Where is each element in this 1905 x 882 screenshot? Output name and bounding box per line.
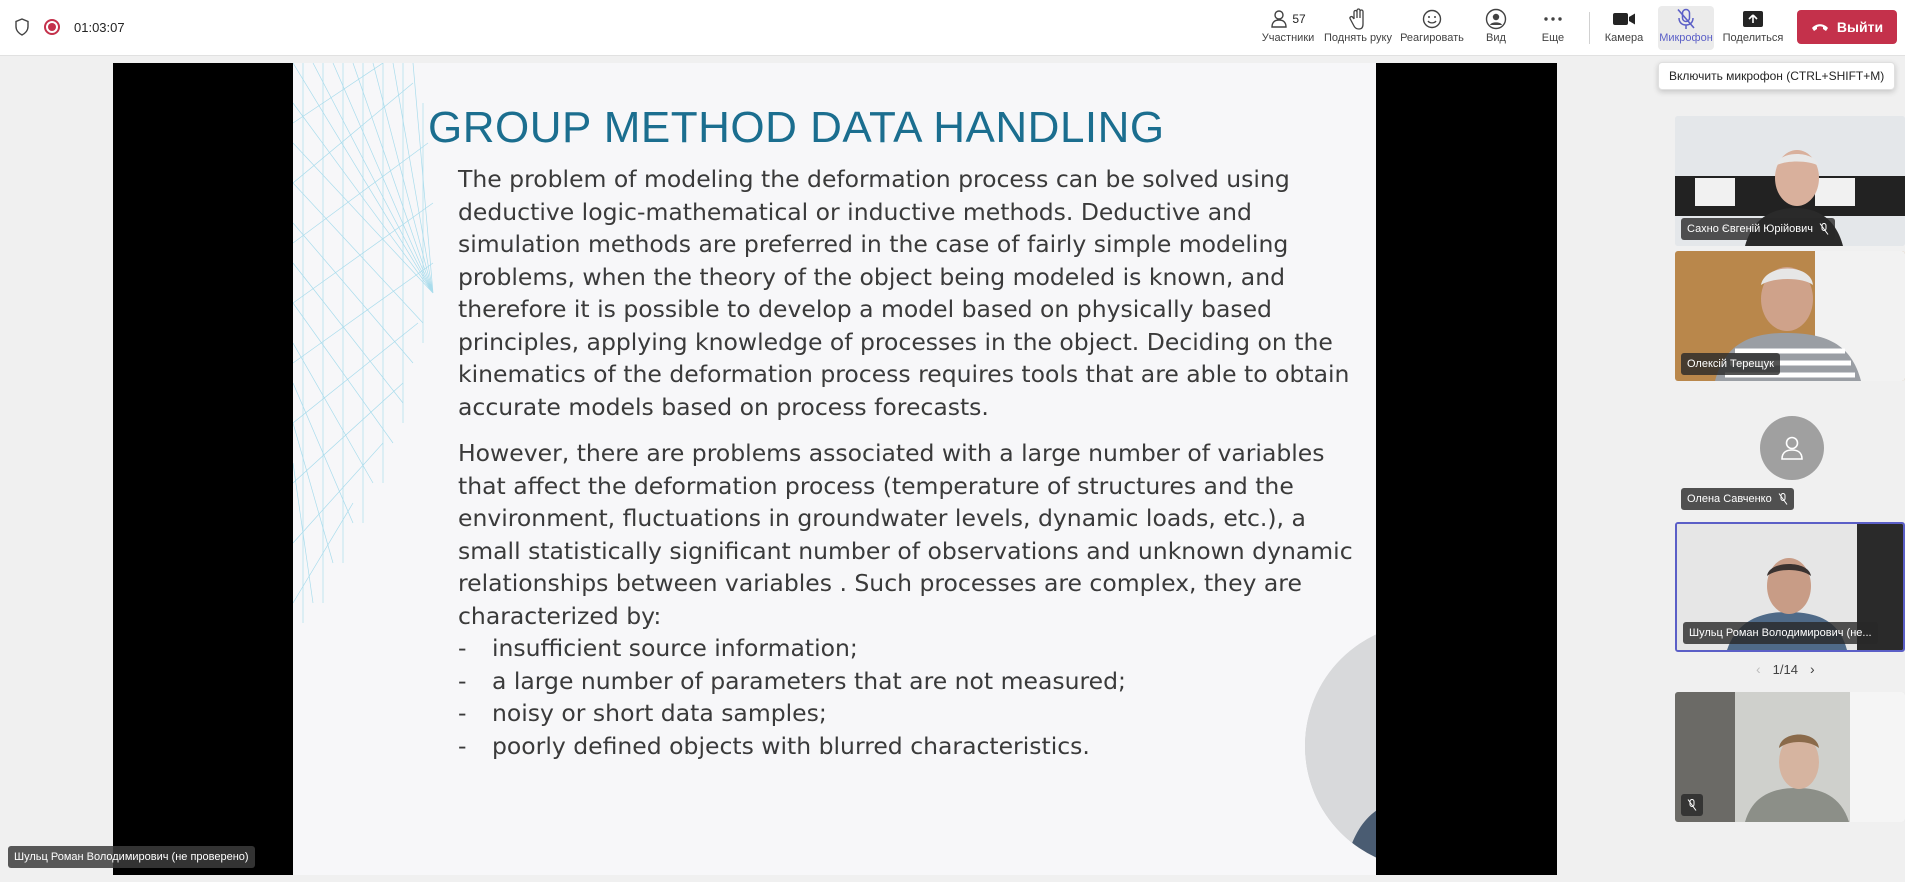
camera-label: Камера <box>1604 32 1644 44</box>
more-label: Еще <box>1541 32 1565 44</box>
view-button[interactable] <box>1480 6 1512 50</box>
participant-mute-indicator <box>1681 794 1703 816</box>
mic-off-icon <box>1676 8 1696 30</box>
shared-screen <box>14 63 1557 875</box>
share-icon <box>1742 10 1764 28</box>
slide-paragraph-2: However, there are problems associated with a large number of variables that affect the deformation process (temperature of structures and the environment, fluctuations in groundwater levels, dynamic loads, etc.), a small statistically significant number of observations and unknown dynamic relationships between variables . Such processes are complex, they are characterized by: <box>458 439 1353 630</box>
participants-pager <box>1756 661 1815 677</box>
bullet-text: insufficient source information; <box>492 634 858 662</box>
leave-button[interactable] <box>1797 10 1897 44</box>
emoji-icon <box>1422 9 1442 29</box>
toolbar-divider <box>1589 12 1590 44</box>
camera-icon <box>1612 11 1636 27</box>
microphone-tooltip: Включить микрофон (CTRL+SHIFT+M) <box>1658 62 1895 90</box>
participant-tile[interactable] <box>1675 692 1905 822</box>
wireframe-decoration <box>293 63 443 623</box>
bullet-marker: - <box>458 699 467 727</box>
react-label: Реагировать <box>1400 32 1464 44</box>
participants-button[interactable] <box>1258 6 1318 50</box>
bullet-text: a large number of parameters that are not measured; <box>492 666 1126 695</box>
slide-body <box>458 163 1358 762</box>
participant-name-text: Олена Савченко <box>1687 493 1772 505</box>
bullet-marker: - <box>458 666 467 695</box>
participant-video <box>1675 692 1905 822</box>
slide-paragraph-1: The problem of modeling the deformation process can be solved using deductive logic-mathematical or inductive methods. Deductive and simulation methods are preferred in the case of fairly simple modeling problems, when the theory of the object being modeled is known, and therefore it is possible to develop a model based on physically based principles, applying knowledge of processes in the object. Deciding on the kinematics of the deformation process requires tools that are able to obtain accurate models based on process forecasts. <box>458 165 1350 421</box>
list-item <box>458 665 1358 698</box>
list-item <box>458 632 1358 665</box>
raise-hand-button[interactable] <box>1322 6 1394 50</box>
phone-hangup-icon <box>1811 22 1829 32</box>
presenter-name-tag: Шульц Роман Володимирович (не проверено) <box>8 846 255 868</box>
microphone-button[interactable] <box>1658 6 1714 50</box>
camera-button[interactable] <box>1602 6 1646 50</box>
participant-name: Шульц Роман Володимирович (не... <box>1683 622 1878 644</box>
meeting-toolbar <box>0 0 1905 56</box>
avatar <box>1760 416 1824 480</box>
share-button[interactable] <box>1722 6 1784 50</box>
bullet-text: poorly defined objects with blurred characteristics. <box>492 731 1090 760</box>
participant-tile[interactable] <box>1675 386 1905 516</box>
participant-tile-active-speaker[interactable] <box>1675 522 1905 652</box>
view-label: Вид <box>1486 32 1506 44</box>
participant-name <box>1681 218 1835 240</box>
participant-name <box>1681 488 1794 510</box>
mic-off-icon <box>1687 799 1697 811</box>
presentation-slide <box>293 63 1376 875</box>
participant-tile[interactable] <box>1675 116 1905 246</box>
pager-prev-button[interactable]: ‹ <box>1756 661 1761 677</box>
more-icon <box>1543 16 1563 22</box>
bullet-marker: - <box>458 634 467 662</box>
bullet-text: noisy or short data samples; <box>492 699 827 727</box>
mic-off-icon <box>1778 493 1788 505</box>
toolbar-left <box>14 18 125 36</box>
raise-hand-label: Поднять руку <box>1324 32 1392 44</box>
people-icon <box>1270 9 1290 29</box>
pager-next-button[interactable]: › <box>1809 661 1815 677</box>
more-button[interactable] <box>1538 6 1568 50</box>
participants-count: 57 <box>1292 12 1306 26</box>
person-icon <box>1778 434 1806 462</box>
view-icon <box>1485 8 1507 30</box>
participant-name-text: Сахно Євгеній Юрійович <box>1687 223 1813 235</box>
hand-icon <box>1348 8 1368 30</box>
share-label: Поделиться <box>1722 32 1784 44</box>
recording-icon <box>44 19 60 35</box>
shield-icon <box>14 18 30 36</box>
meeting-timer: 01:03:07 <box>74 19 125 35</box>
slide-bullet-list <box>458 632 1358 762</box>
pager-text: 1/14 <box>1772 661 1798 677</box>
participants-label: Участники <box>1261 32 1315 44</box>
react-button[interactable] <box>1398 6 1466 50</box>
participant-tile[interactable] <box>1675 251 1905 381</box>
microphone-label: Микрофон <box>1659 32 1713 44</box>
list-item <box>458 730 1358 763</box>
bullet-marker: - <box>458 731 467 760</box>
list-item <box>458 697 1358 730</box>
participant-name: Олексій Терещук <box>1681 353 1780 375</box>
mic-off-icon <box>1819 223 1829 235</box>
slide-title: GROUP METHOD DATA HANDLING <box>428 103 1165 152</box>
leave-label: Выйти <box>1836 19 1884 35</box>
